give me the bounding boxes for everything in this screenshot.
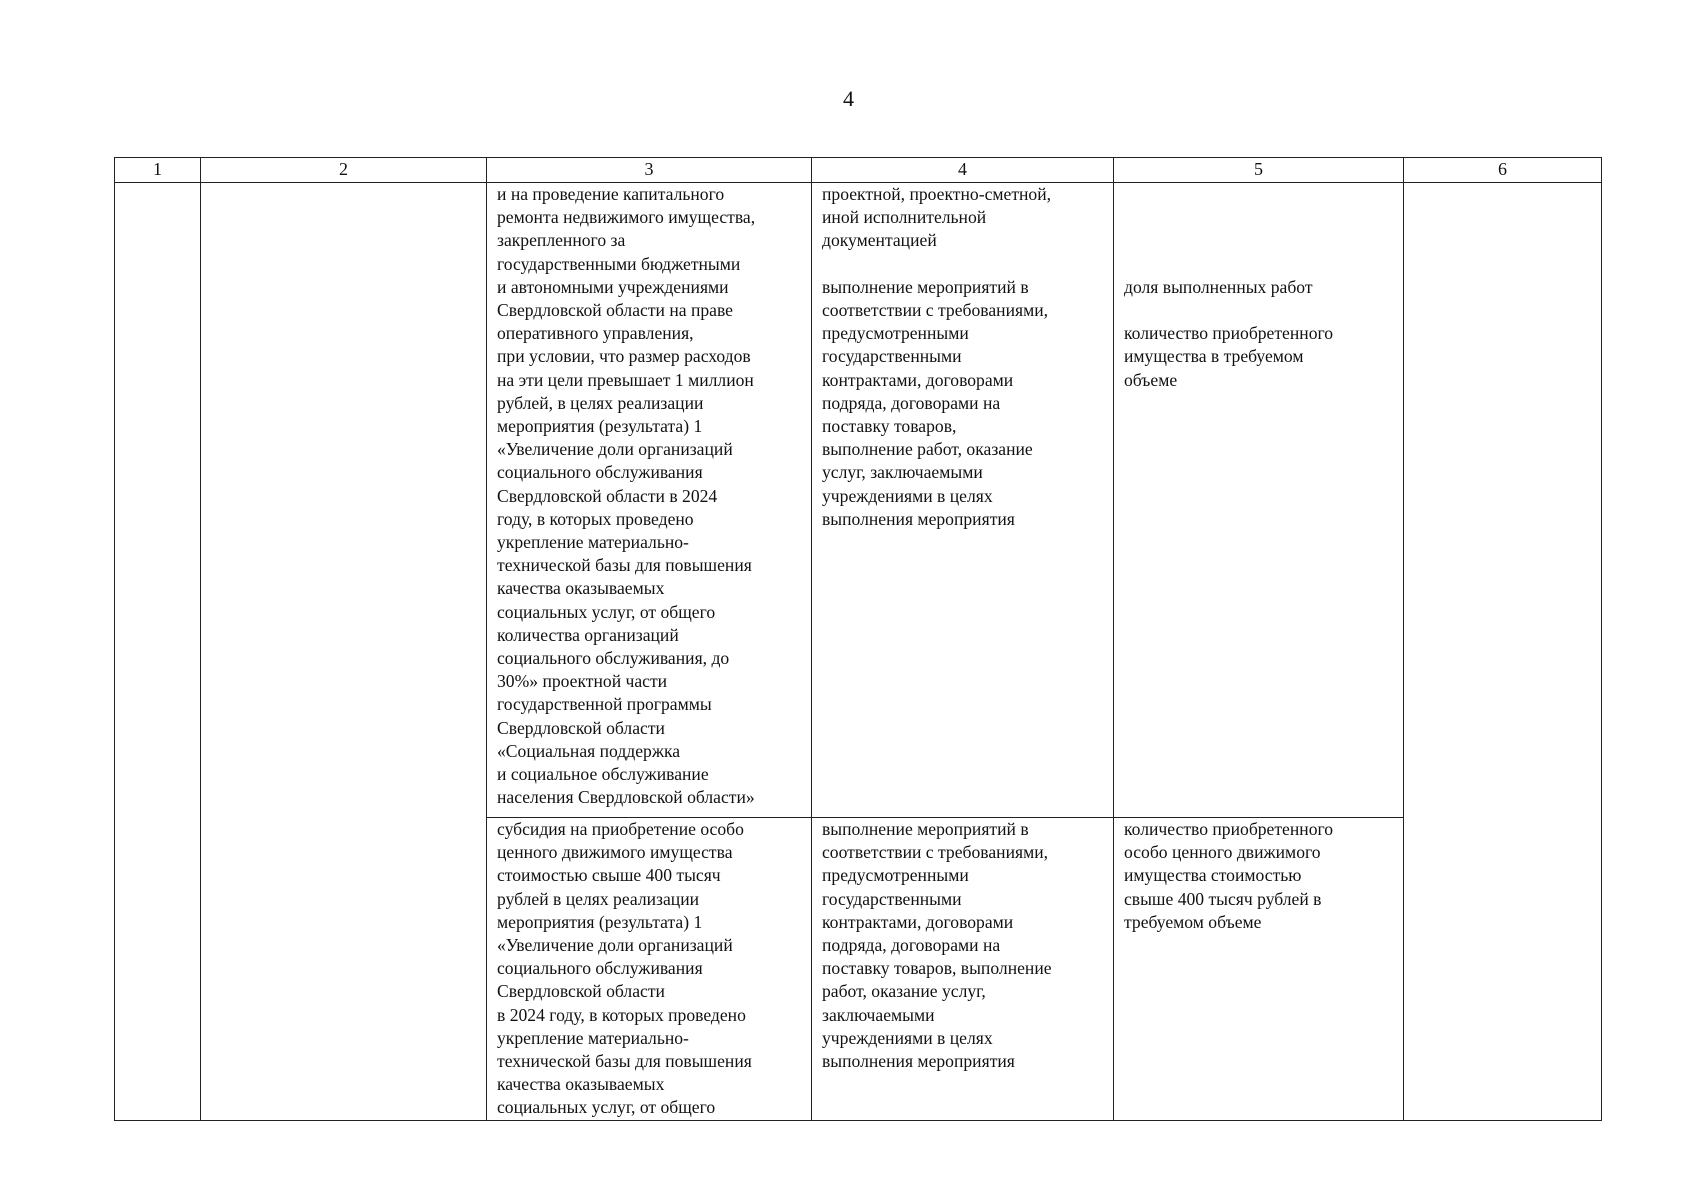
cell-col5 [1114, 183, 1404, 818]
column-header-5: 5 [1114, 158, 1404, 183]
cell-text: количество приобретенного имущества в требуемом объеме [1124, 323, 1334, 390]
column-header-1: 1 [115, 158, 201, 183]
cell-col5 [1114, 818, 1404, 1121]
cell-text: проектной, проектно-сметной, иной исполнительной документацией [822, 184, 1052, 251]
cell-col6 [1404, 183, 1602, 1121]
cell-col3 [487, 183, 812, 818]
column-header-4: 4 [812, 158, 1114, 183]
cell-text: выполнение мероприятий в соответствии с требованиями, предусмотренными государственными контрактами, договорами подряда, договорами на поставку товаров, выполнение работ, оказание услуг, заключаемыми учреждениями в целях выполнения мероприятия [822, 276, 1049, 529]
column-header-6: 6 [1404, 158, 1602, 183]
table-header-row [115, 158, 1602, 183]
cell-col3 [487, 818, 812, 1121]
cell-col1 [115, 183, 201, 1121]
cell-text: субсидия на приобретение особо ценного движимого имущества стоимостью свыше 400 тысяч рублей в целях реализации мероприятия (результата) 1 «Увеличение доли организаций социального обслуживания Свердловской области в 2024 году, в которых проведено укрепление материально- технической базы для повышения качества оказываемых социальных услуг, от общего [497, 819, 752, 1118]
column-header-2: 2 [201, 158, 487, 183]
page-number: 4 [843, 86, 854, 111]
cell-text: и на проведение капитального ремонта недвижимого имущества, закрепленного за государственными бюджетными и автономными учреждениями Свердловской области на праве оперативного управления, при условии, что размер расходов на эти цели превышает 1 миллион рублей, в целях реализации мероприятия (результата) 1 «Увеличение доли организаций социального обслуживания Свердловской области в 2024 году, в которых проведено укрепление материально- технической базы для повышения качества оказываемых социальных услуг, от общего количества организаций социального обслуживания, до 30%» проектной части государственной программы Свердловской области «Социальная поддержка и социальное обслуживание населения Свердловской области» [497, 184, 756, 808]
table-row [115, 183, 1602, 818]
cell-col4 [812, 818, 1114, 1121]
cell-col4 [812, 183, 1114, 818]
column-header-3: 3 [487, 158, 812, 183]
cell-text: доля выполненных работ [1124, 276, 1313, 297]
cell-col2 [201, 183, 487, 1121]
cell-text: количество приобретенного особо ценного движимого имущества стоимостью свыше 400 тысяч рублей в требуемом объеме [1124, 819, 1334, 932]
cell-text: выполнение мероприятий в соответствии с требованиями, предусмотренными государственными контрактами, договорами подряда, договорами на поставку товаров, выполнение работ, оказание услуг, заключаемыми учреждениями в целях выполнения мероприятия [822, 819, 1052, 1072]
document-table [114, 157, 1602, 1121]
